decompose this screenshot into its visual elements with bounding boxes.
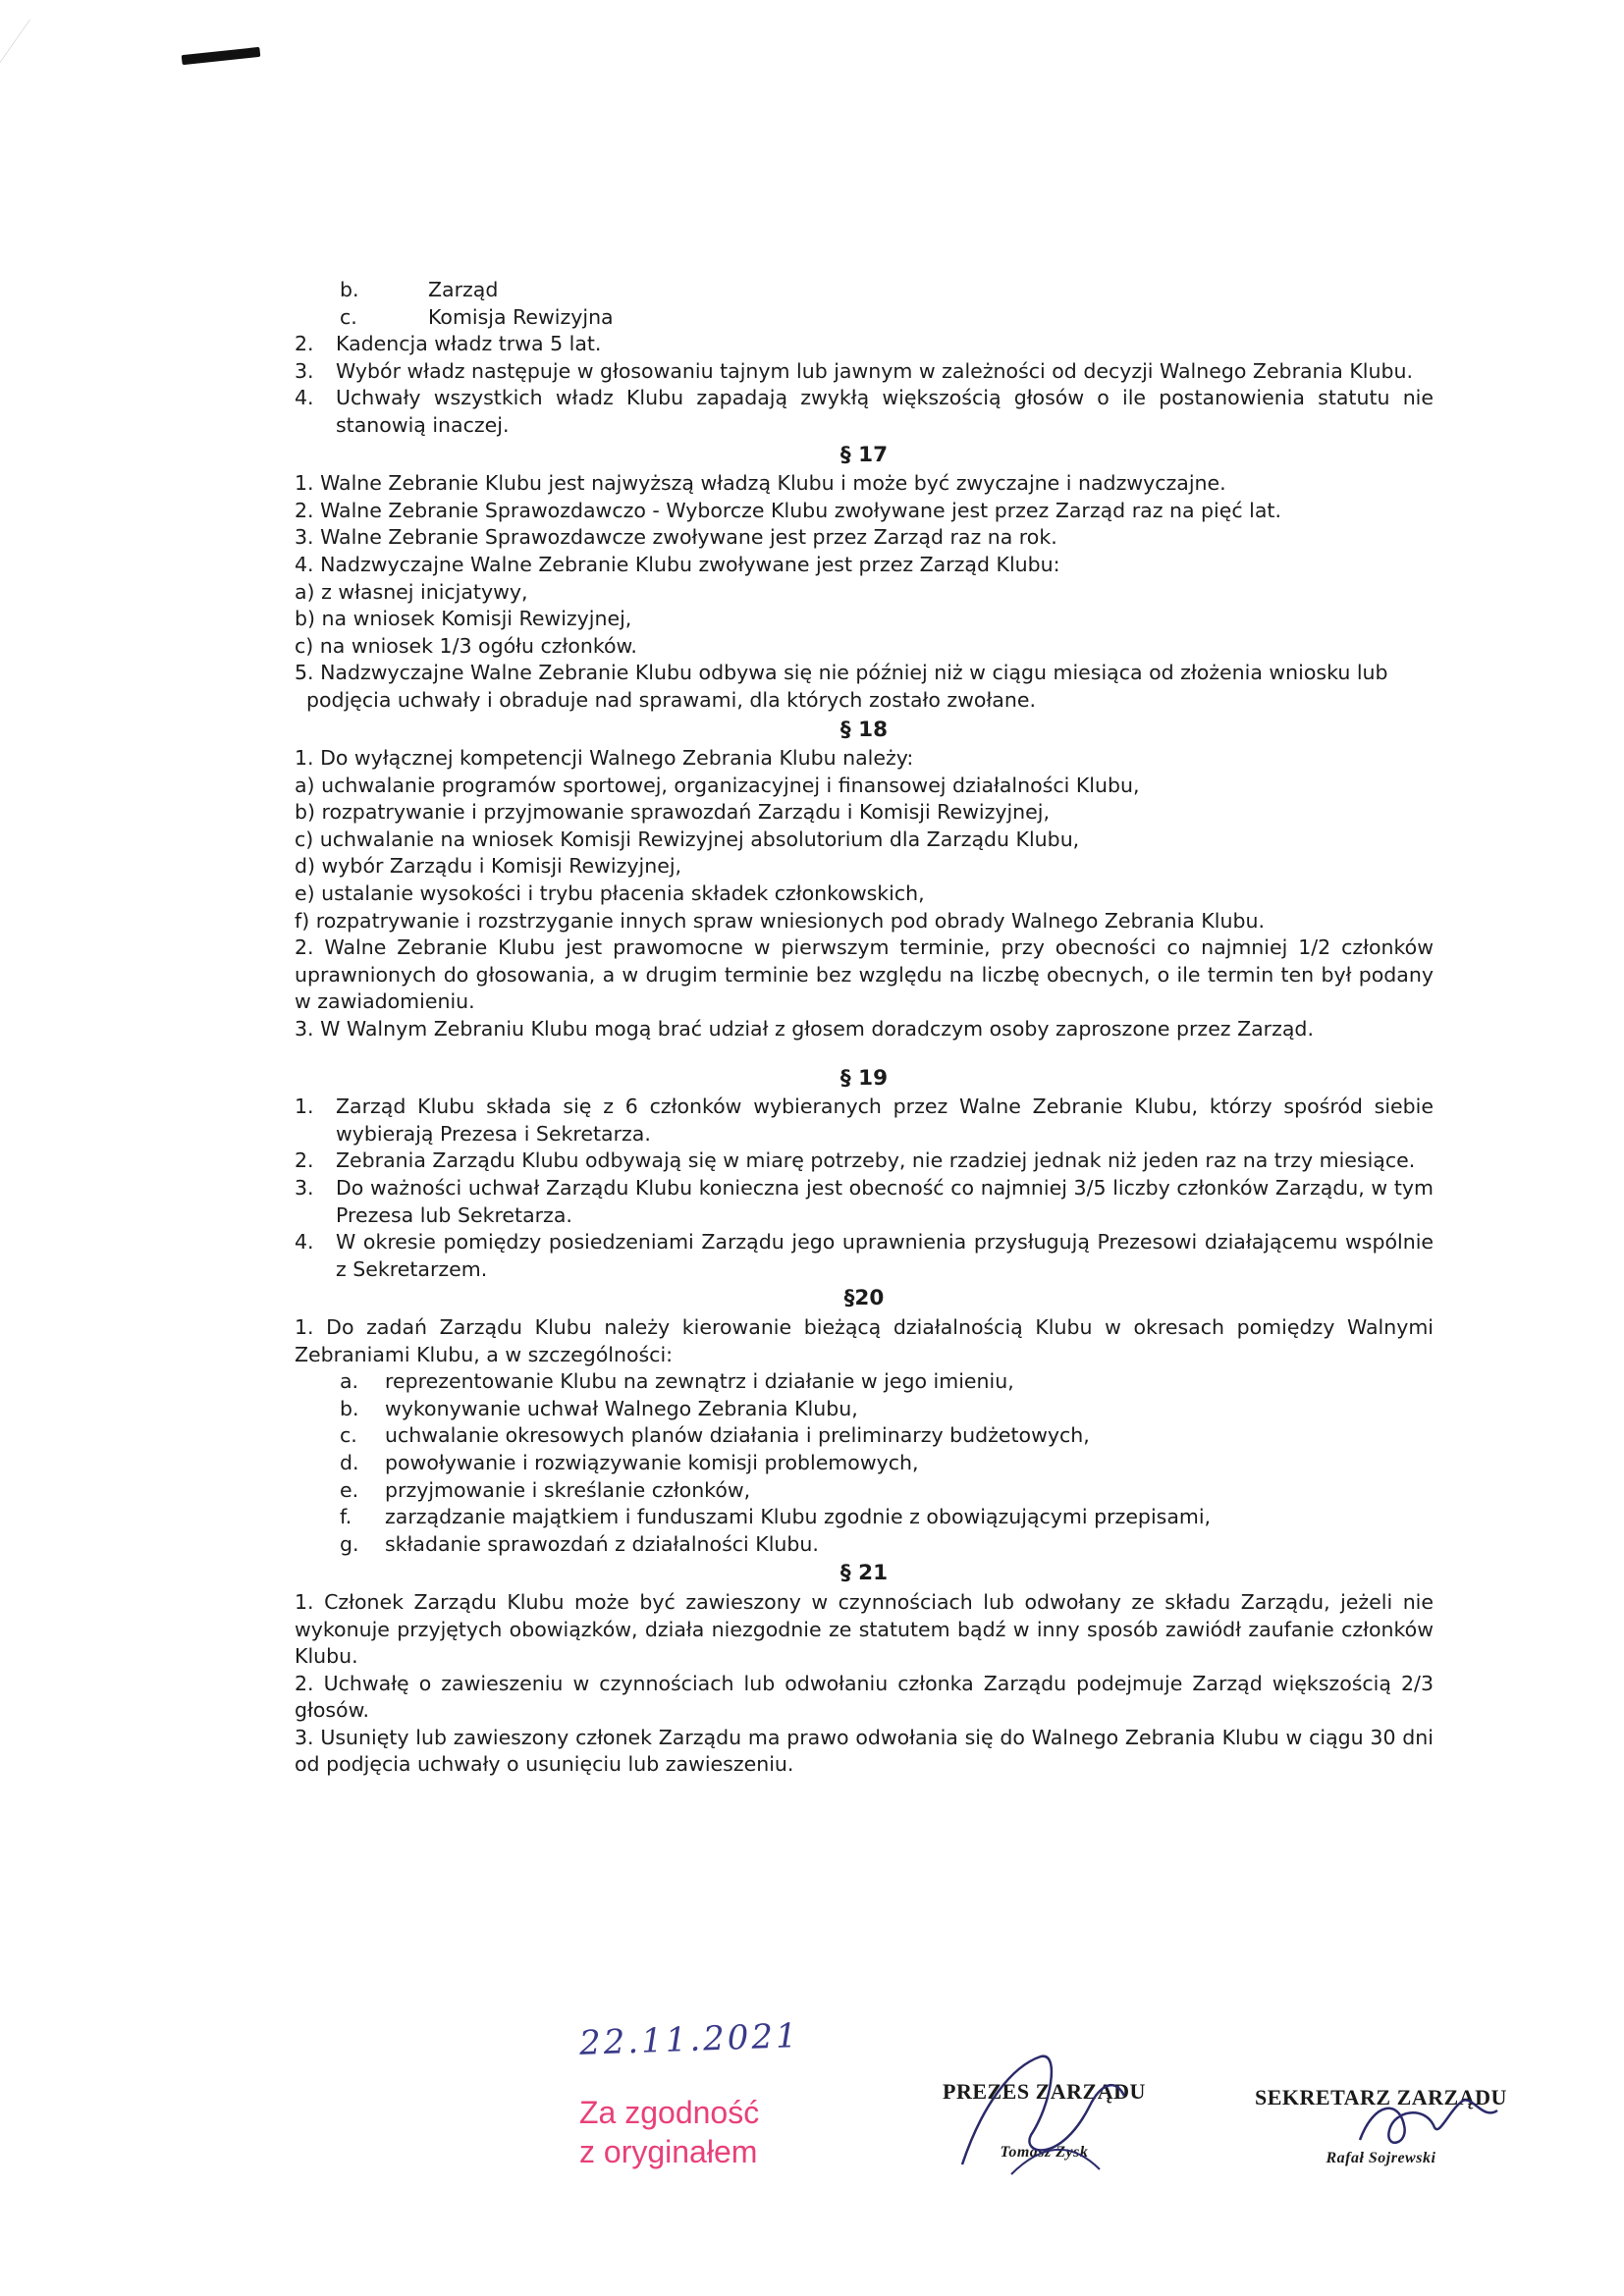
signature-title: SEKRETARZ ZARZĄDU: [1255, 2085, 1507, 2109]
list-item: [295, 385, 1434, 439]
list-item: [295, 1094, 1434, 1148]
board-duties-list: [295, 1368, 1434, 1558]
handwritten-date: 22.11.2021: [578, 2016, 801, 2063]
president-signature-scribble: [952, 2047, 1129, 2194]
list-item-label: c.: [340, 304, 357, 329]
list-item-number: 4.: [295, 386, 314, 410]
signature-name: Tomasz Zysk: [1000, 2144, 1089, 2161]
list-item-text: Zarząd: [428, 278, 499, 301]
list-item-number: 2.: [295, 332, 314, 356]
paragraph-text: 2. Walne Zebranie Sprawozdawczo - Wyborcze Klubu zwoływane jest przez Zarząd raz na pięć lat.: [295, 498, 1281, 522]
list-item-text: przyjmowanie i skreślanie członków,: [385, 1477, 751, 1502]
paragraph-text: d) wybór Zarządu i Komisji Rewizyjnej,: [295, 854, 682, 879]
list-item: [295, 1396, 1434, 1423]
list-item-text: Kadencja władz trwa 5 lat.: [336, 332, 602, 356]
list-item-text: uchwalanie okresowych planów działania i preliminarzy budżetowych,: [385, 1423, 1090, 1448]
list-item-text: Do ważności uchwał Zarządu Klubu konieczna jest obecność co najmniej 3/5 liczby członków Zarządu, w tym Prezesa lub Sekretarza.: [336, 1176, 1434, 1227]
list-item-text: Wybór władz następuje w głosowaniu tajnym lub jawnym w zależności od decyzji Walnego Zebrania Klubu.: [336, 358, 1413, 383]
list-item-text: składanie sprawozdań z działalności Klubu.: [385, 1531, 819, 1556]
paragraph-16-list: [295, 331, 1434, 439]
paragraph-text: 4. Nadzwyczajne Walne Zebranie Klubu zwoływane jest przez Zarząd Klubu:: [295, 552, 1060, 576]
list-item-number: 3.: [295, 358, 314, 383]
stamp-line-1: Za zgodność: [579, 2095, 760, 2130]
paragraph-text: 1. Do wyłącznej kompetencji Walnego Zebrania Klubu należy:: [295, 746, 914, 771]
list-item-label: g.: [340, 1531, 359, 1556]
list-item-number: 3.: [295, 1176, 314, 1200]
list-item-label: a.: [340, 1369, 359, 1394]
stamp-line-2: z oryginałem: [579, 2134, 758, 2169]
paragraph-text: 1. Walne Zebranie Klubu jest najwyższą władzą Klubu i może być zwyczajne i nadzwyczajne.: [295, 471, 1226, 496]
list-item: [295, 277, 1434, 304]
list-item-label: b.: [340, 1396, 359, 1420]
authorities-list: [295, 277, 1434, 331]
list-item: [295, 304, 1434, 332]
list-item: [295, 1229, 1434, 1283]
list-item-label: e.: [340, 1477, 359, 1502]
list-item-number: 1.: [295, 1095, 314, 1119]
list-item-number: 4.: [295, 1230, 314, 1255]
list-item: [295, 1148, 1434, 1175]
paragraph-text: 2. Walne Zebranie Klubu jest prawomocne w pierwszym terminie, przy obecności co najmniej 1/2 członków uprawnionych do głosowania, a w drugim terminie bez względu na liczbę obecnych, o ile termin ten był podany w zawiadomieniu.: [295, 935, 1434, 1014]
section-heading-19: § 19: [839, 1065, 889, 1091]
list-item: [295, 1531, 1434, 1559]
list-item: [295, 1450, 1434, 1477]
document-body: [295, 277, 1434, 1779]
list-item-label: b.: [340, 278, 359, 301]
paragraph-text: b) rozpatrywanie i przyjmowanie sprawozdań Zarządu i Komisji Rewizyjnej,: [295, 800, 1050, 825]
list-item-label: f.: [340, 1505, 352, 1529]
list-item-text: Zebrania Zarządu Klubu odbywają się w miarę potrzeby, nie rzadziej jednak niż jeden raz na trzy miesiące.: [336, 1148, 1416, 1173]
paragraph-text: 1. Członek Zarządu Klubu może być zawieszony w czynnościach lub odwołany ze składu Zarządu, jeżeli nie wykonuje przyjętych obowiązków, działa niezgodnie ze statutem bądź w inny sposób zawiódł zaufanie członków Klubu.: [295, 1589, 1434, 1669]
list-item-label: c.: [340, 1423, 357, 1448]
paragraph-text: c) na wniosek 1/3 ogółu członków.: [295, 633, 637, 658]
list-item-label: d.: [340, 1450, 359, 1474]
paragraph-text: b) na wniosek Komisji Rewizyjnej,: [295, 607, 632, 631]
paragraph-text: 5. Nadzwyczajne Walne Zebranie Klubu odbywa się nie później niż w ciągu miesiąca od złożenia wniosku lub: [295, 661, 1388, 685]
paragraph-text: 3. Usunięty lub zawieszony członek Zarządu ma prawo odwołania się do Walnego Zebrania Klubu w ciągu 30 dni od podjęcia uchwały o usunięciu lub zawieszeniu.: [295, 1725, 1434, 1777]
paragraph-19-list: [295, 1094, 1434, 1283]
certified-copy-stamp: [579, 2093, 759, 2171]
secretary-signature-scribble: [1355, 2081, 1502, 2160]
list-item-text: Komisja Rewizyjna: [428, 304, 614, 329]
list-item: [295, 1175, 1434, 1229]
list-item-text: zarządzanie majątkiem i funduszami Klubu zgodnie z obowiązującymi przepisami,: [385, 1505, 1212, 1529]
list-item-text: wykonywanie uchwał Walnego Zebrania Klubu,: [385, 1396, 858, 1420]
paragraph-text: c) uchwalanie na wniosek Komisji Rewizyjnej absolutorium dla Zarządu Klubu,: [295, 827, 1080, 851]
list-item: [295, 1368, 1434, 1396]
paragraph-text: podjęcia uchwały i obraduje nad sprawami, dla których zostało zwołane.: [306, 687, 1036, 712]
list-item: [295, 331, 1434, 358]
paragraph-text: 1. Do zadań Zarządu Klubu należy kierowanie bieżącą działalnością Klubu w okresach pomiędzy Walnymi Zebraniami Klubu, a w szczególności:: [295, 1314, 1434, 1366]
paragraph-text: a) uchwalanie programów sportowej, organizacyjnej i finansowej działalności Klubu,: [295, 773, 1140, 797]
section-heading-18: § 18: [839, 717, 889, 742]
paragraph-text: 3. W Walnym Zebraniu Klubu mogą brać udział z głosem doradczym osoby zaproszone przez Zarząd.: [295, 1017, 1314, 1041]
list-item-text: Uchwały wszystkich władz Klubu zapadają zwykłą większością głosów o ile postanowienia statutu nie stanowią inaczej.: [336, 386, 1434, 437]
signature-name: Rafał Sojrewski: [1326, 2150, 1436, 2166]
section-heading-17: § 17: [839, 442, 889, 467]
list-item-text: Zarząd Klubu składa się z 6 członków wybieranych przez Walne Zebranie Klubu, którzy spośród siebie wybierają Prezesa i Sekretarza.: [336, 1095, 1434, 1146]
list-item-text: W okresie pomiędzy posiedzeniami Zarządu jego uprawnienia przysługują Prezesowi działającemu wspólnie z Sekretarzem.: [336, 1230, 1434, 1281]
list-item-number: 2.: [295, 1148, 314, 1173]
list-item: [295, 1422, 1434, 1450]
list-item: [295, 1477, 1434, 1505]
list-item-text: powoływanie i rozwiązywanie komisji problemowych,: [385, 1450, 919, 1474]
paragraph-text: a) z własnej inicjatywy,: [295, 579, 528, 604]
signature-title: PREZES ZARZĄDU: [943, 2079, 1146, 2104]
paragraph-text: 3. Walne Zebranie Sprawozdawcze zwoływane jest przez Zarząd raz na rok.: [295, 525, 1057, 550]
list-item: [295, 1504, 1434, 1531]
paragraph-text: 2. Uchwałę o zawieszeniu w czynnościach lub odwołaniu członka Zarządu podejmuje Zarząd większością 2/3 głosów.: [295, 1671, 1434, 1723]
section-heading-20: §20: [843, 1286, 885, 1311]
paragraph-text: e) ustalanie wysokości i trybu płacenia składek członkowskich,: [295, 881, 925, 906]
paragraph-text: f) rozpatrywanie i rozstrzyganie innych spraw wniesionych pod obrady Walnego Zebrania Klubu.: [295, 908, 1265, 933]
paper-fold-line: [0, 20, 256, 314]
list-item-text: reprezentowanie Klubu na zewnątrz i działanie w jego imieniu,: [385, 1369, 1014, 1394]
section-heading-21: § 21: [839, 1561, 889, 1586]
list-item: [295, 358, 1434, 386]
